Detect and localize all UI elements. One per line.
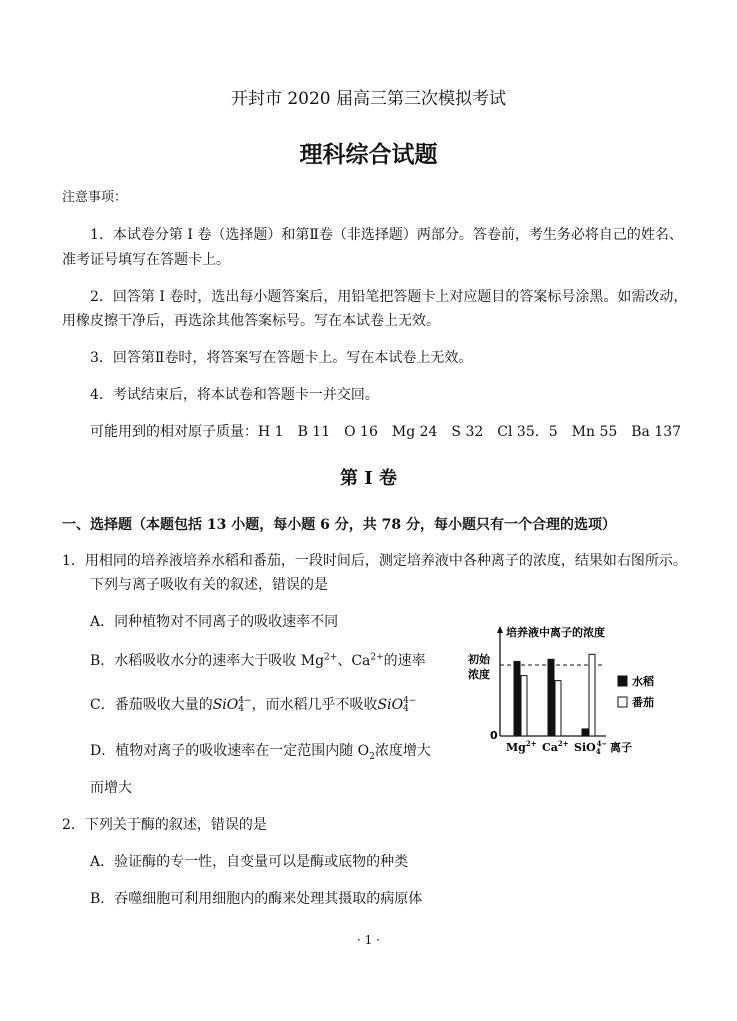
section-title: 第 I 卷 <box>340 468 397 489</box>
note-3: 3．回答第Ⅱ卷时，将答案写在答题卡上。写在本试卷上无效。 <box>90 350 473 366</box>
legend-label-tomato: 番茄 <box>632 696 654 709</box>
note-2-line1: 2．回答第 I 卷时，选出每小题答案后，用铅笔把答题卡上对应题目的答案标号涂黑。如需改动， <box>90 289 688 305</box>
q1-option-c: C．番茄吸收大量的SiO 4− 4 ，而水稻几乎不吸收SiO 4− 4 <box>90 696 417 714</box>
y-label-line1: 初始 <box>468 653 490 666</box>
section-heading: 一、选择题（本题包括 13 小题，每小题 6 分，共 78 分，每小题只有一个合理的选项） <box>62 517 616 533</box>
bar-tomato-1 <box>555 681 561 736</box>
x-tick-label-2: SiO$_4$4− <box>574 739 608 756</box>
note-1-line1: 1．本试卷分第 I 卷（选择题）和第Ⅱ卷（非选择题）两部分。答卷前，考生务必将自己的姓名、 <box>90 227 683 243</box>
legend-swatch-tomato <box>618 697 627 707</box>
y-label-line2: 浓度 <box>468 668 490 681</box>
bar-rice-1 <box>548 659 554 736</box>
q1-stem-line1: 1．用相同的培养液培养水稻和番茄，一段时间后，测定培养液中各种离子的浓度，结果如右图所示。 <box>62 553 687 569</box>
y-axis-arrow <box>497 626 503 633</box>
bar-tomato-0 <box>521 676 527 736</box>
note-2-line2: 用橡皮擦干净后，再选涂其他答案标号。写在本试卷上无效。 <box>62 313 440 329</box>
y-zero-label: 0 <box>490 729 498 742</box>
ion-concentration-chart <box>462 620 672 760</box>
legend-swatch-rice <box>618 676 627 686</box>
q2-option-a: A．验证酶的专一性，自变量可以是酶或底物的种类 <box>90 854 409 870</box>
q2-option-b: B．吞噬细胞可利用细胞内的酶来处理其摄取的病原体 <box>90 891 423 907</box>
note-1-line2: 准考证号填写在答题卡上。 <box>62 252 230 268</box>
atomic-masses: 可能用到的相对原子质量：H 1 B 11 O 16 Mg 24 S 32 Cl 35．5 Mn 55 Ba 137 <box>90 424 682 440</box>
x-tick-labels <box>506 739 607 756</box>
x-tick-label-1: $Ca^{2+}$ <box>542 739 569 754</box>
q2-stem: 2．下列关于酶的叙述，错误的是 <box>62 817 267 833</box>
x-tick-label-0: $Mg^{2+}$ <box>506 739 537 754</box>
chart-title: 培养液中离子的浓度 <box>506 626 605 639</box>
notes-heading: 注意事项： <box>62 190 128 205</box>
bar-rice-2 <box>582 729 588 736</box>
page-number: · 1 · <box>357 933 380 947</box>
paper-title: 理科综合试题 <box>299 141 438 168</box>
bar-group <box>514 654 595 736</box>
q1-option-d-line1: D．植物对离子的吸收速率在一定范围内随 $O_2$浓度增大 <box>90 743 431 762</box>
x-axis-label: 离子 <box>610 741 632 754</box>
q1-stem-line2: 下列与离子吸收有关的叙述，错误的是 <box>90 577 328 593</box>
exam-title: 开封市 2020 届高三第三次模拟考试 <box>230 89 507 109</box>
note-4: 4．考试结束后，将本试卷和答题卡一并交回。 <box>90 387 379 403</box>
q1-option-b: B．水稻吸收水分的速率大于吸收 $Mg^{2+}$、$Ca^{2+}$的速率 <box>90 652 426 669</box>
bar-rice-0 <box>514 661 520 736</box>
q1-option-d-line2: 而增大 <box>90 780 132 796</box>
q1-option-a: A．同种植物对不同离子的吸收速率不同 <box>90 614 339 630</box>
bar-tomato-2 <box>589 654 595 736</box>
legend-label-rice: 水稻 <box>632 675 654 688</box>
